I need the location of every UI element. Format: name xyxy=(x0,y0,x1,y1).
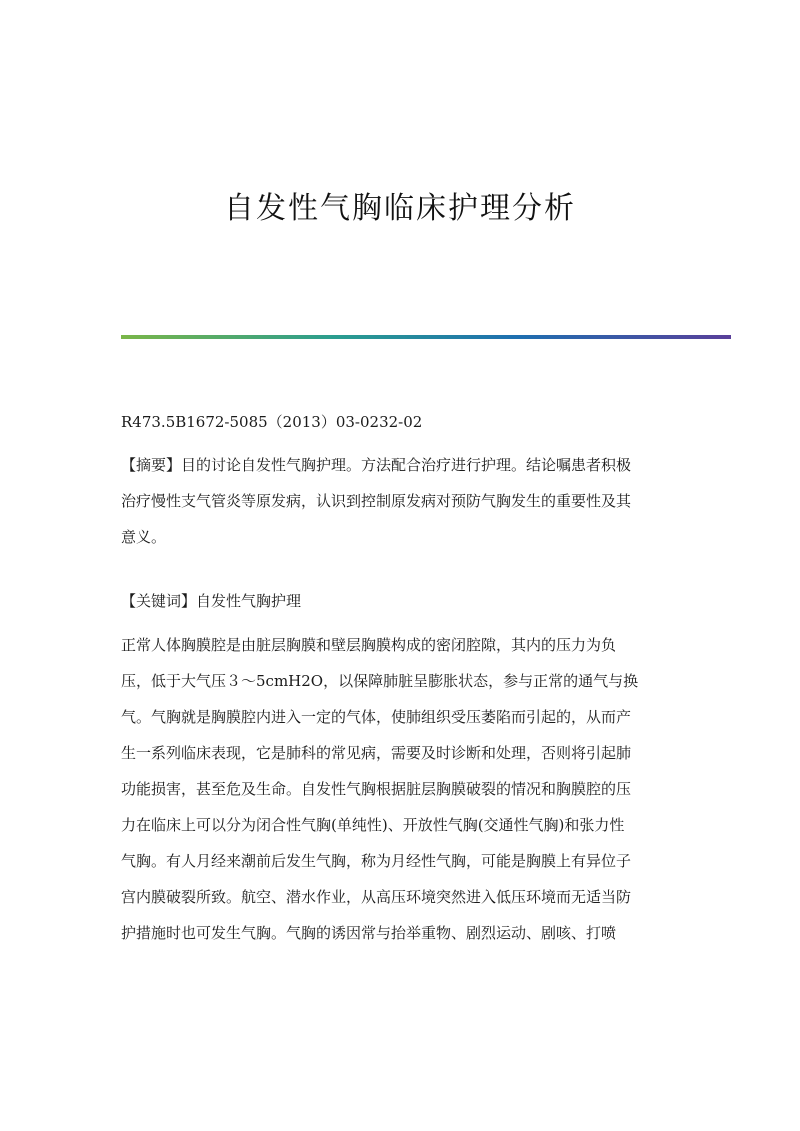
body-line: 压，低于大气压３～5cmH2O，以保障肺脏呈膨胀状态，参与正常的通气与换 xyxy=(121,672,639,690)
body-line: 力在临床上可以分为闭合性气胸(单纯性)、开放性气胸(交通性气胸)和张力性 xyxy=(121,816,625,834)
keywords-paragraph xyxy=(121,583,681,619)
body-line: 正常人体胸膜腔是由脏层胸膜和壁层胸膜构成的密闭腔隙，其内的压力为负 xyxy=(121,636,617,654)
body-line: 护措施时也可发生气胸。气胸的诱因常与抬举重物、剧烈运动、剧咳、打喷 xyxy=(121,924,617,942)
document-title: 自发性气胸临床护理分析 xyxy=(224,191,576,226)
body-line: 生一系列临床表现，它是肺科的常见病，需要及时诊断和处理，否则将引起肺 xyxy=(121,744,632,762)
body-line: 宫内膜破裂所致。航空、潜水作业，从高压环境突然进入低压环境而无适当防 xyxy=(121,888,632,906)
abstract-line: 意义。 xyxy=(121,528,167,546)
title-divider xyxy=(121,335,731,339)
body-line: 功能损害，甚至危及生命。自发性气胸根据脏层胸膜破裂的情况和胸膜腔的压 xyxy=(121,780,632,798)
abstract-paragraph xyxy=(121,447,681,555)
classification-code: R473.5B1672-5085（2013）03-0232-02 xyxy=(121,413,423,431)
keywords-line: 【关键词】自发性气胸护理 xyxy=(121,592,302,610)
body-line: 气。气胸就是胸膜腔内进入一定的气体，使肺组织受压萎陷而引起的，从而产 xyxy=(121,708,632,726)
body-paragraph xyxy=(121,627,681,951)
body-line: 气胸。有人月经来潮前后发生气胸，称为月经性气胸，可能是胸膜上有异位子 xyxy=(121,852,632,870)
abstract-line: 【摘要】目的讨论自发性气胸护理。方法配合治疗进行护理。结论嘱患者积极 xyxy=(121,456,632,474)
abstract-line: 治疗慢性支气管炎等原发病，认识到控制原发病对预防气胸发生的重要性及其 xyxy=(121,492,632,510)
